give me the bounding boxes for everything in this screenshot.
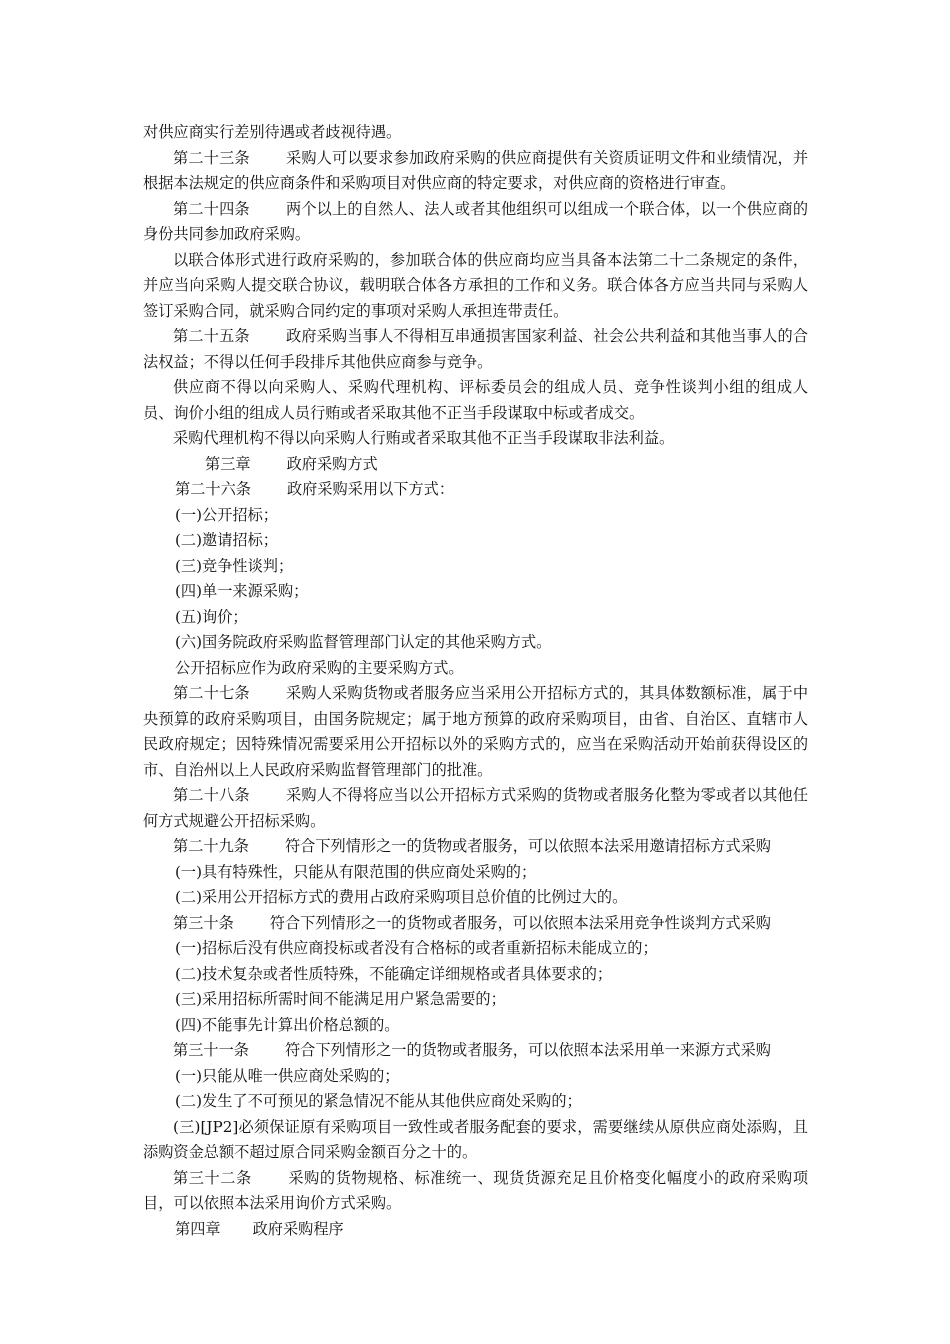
list-item: (一)具有特殊性，只能从有限范围的供应商处采购的；	[175, 862, 537, 881]
article-text: 符合下列情形之一的货物或者服务，可以依照本法采用邀请招标方式采购	[284, 837, 771, 855]
article-label: 第三十条	[173, 913, 234, 932]
list-item: (四)单一来源采购；	[175, 582, 309, 600]
article-label: 第二十六条	[175, 480, 251, 498]
list-item: (三)采用招标所需时间不能满足用户紧急需要的；	[175, 990, 506, 1008]
article-text: 采购人可以要求参加政府采购的供应商提供有关资质证明文件和业绩情况，并根据本法规定的供应商条件和采购项目对供应商的特定要求，对供应商的资格进行审查。	[143, 148, 809, 192]
article-text: 政府采购采用以下方式：	[286, 480, 454, 498]
article-text: 符合下列情形之一的货物或者服务，可以依照本法采用单一来源方式采购	[284, 1041, 771, 1059]
list-item: (一)只能从唯一供应商处采购的；	[175, 1066, 400, 1085]
chapter-label: 第三章	[205, 454, 251, 473]
list-item: (六)国务院政府采购监督管理部门认定的其他采购方式。	[175, 633, 552, 651]
article-label: 第三十一条	[173, 1041, 249, 1059]
article-31	[143, 1038, 808, 1064]
list-item: (四)不能事先计算出价格总额的。	[175, 1015, 400, 1034]
chapter-label: 第四章	[175, 1219, 221, 1238]
paragraph: 以联合体形式进行政府采购的，参加联合体的供应商均应当具备本法第二十二条规定的条件，并应当向采购人提交联合协议，载明联合体各方承担的工作和义务。联合体各方应当共同与采购人签订采购合同，就采购合同约定的事项对采购人承担连带责任。	[143, 250, 808, 320]
list-item: (二)发生了不可预见的紧急情况不能从其他供应商处采购的；	[175, 1092, 582, 1110]
list-item: (三)[JP2]必须保证原有采购项目一致性或者服务配套的要求，需要继续从原供应商处添购，且添购资金总额不超过原合同采购金额百分之十的。	[143, 1117, 808, 1161]
article-label: 第二十九条	[173, 837, 249, 855]
paragraph: 公开招标应作为政府采购的主要采购方式。	[175, 658, 464, 677]
list-item: (五)询价；	[175, 607, 248, 626]
article-32	[143, 1166, 808, 1217]
article-label: 第二十三条	[173, 148, 250, 167]
article-24	[143, 197, 808, 248]
paragraph: 供应商不得以向采购人、采购代理机构、评标委员会的组成人员、竞争性谈判小组的组成人员、询价小组的组成人员行贿或者采取其他不正当手段谋取中标或者成交。	[143, 378, 808, 422]
paragraph: 对供应商实行差别待遇或者歧视待遇。	[143, 123, 402, 141]
list-item: (三)竞争性谈判；	[175, 556, 294, 575]
list-item: (二)邀请招标；	[175, 531, 278, 549]
article-label: 第二十四条	[173, 199, 250, 218]
article-label: 第二十七条	[173, 684, 250, 702]
list-item: (二)技术复杂或者性质特殊，不能确定详细规格或者具体要求的；	[175, 964, 613, 983]
list-item: (一)招标后没有供应商投标或者没有合格标的或者重新招标未能成立的；	[175, 939, 658, 957]
list-item: (一)公开招标；	[175, 505, 278, 524]
article-label: 第三十二条	[173, 1168, 252, 1187]
article-text: 政府采购当事人不得相互串通损害国家利益、社会公共利益和其他当事人的合法权益；不得以任何手段排斥其他供应商参与竞争。	[143, 327, 809, 371]
list-item: (二)采用公开招标方式的费用占政府采购项目总价值的比例过大的。	[175, 888, 628, 906]
article-text: 采购人不得将应当以公开招标方式采购的货物或者服务化整为零或者以其他任何方式规避公开招标采购。	[143, 786, 809, 830]
article-29	[143, 834, 808, 860]
chapter-3-heading	[143, 452, 808, 478]
article-27	[143, 681, 808, 783]
document-body	[143, 120, 808, 1242]
article-text: 采购的货物规格、标准统一、现货货源充足且价格变化幅度小的政府采购项目，可以依照本法采用询价方式采购。	[143, 1168, 809, 1212]
chapter-title: 政府采购方式	[286, 454, 378, 473]
article-text: 采购人采购货物或者服务应当采用公开招标方式的，其具体数额标准，属于中央预算的政府采购项目，由国务院规定；属于地方预算的政府采购项目，由省、自治区、直辖市人民政府规定；因特殊情况需要采用公开招标以外的采购方式的，应当在采购活动开始前获得设区的市、自治州以上人民政府采购监督管理部门的批准。	[143, 684, 809, 779]
article-25	[143, 324, 808, 375]
article-23	[143, 146, 808, 197]
article-text: 符合下列情形之一的货物或者服务，可以依照本法采用竞争性谈判方式采购	[269, 913, 771, 932]
chapter-4-heading	[143, 1217, 808, 1243]
article-26	[143, 477, 808, 503]
chapter-title: 政府采购程序	[252, 1219, 344, 1238]
article-28	[143, 783, 808, 834]
article-30	[143, 911, 808, 937]
article-text: 两个以上的自然人、法人或者其他组织可以组成一个联合体，以一个供应商的身份共同参加政府采购。	[143, 199, 809, 243]
paragraph: 采购代理机构不得以向采购人行贿或者采取其他不正当手段谋取非法利益。	[173, 429, 675, 447]
article-label: 第二十八条	[173, 786, 250, 804]
article-label: 第二十五条	[173, 327, 250, 345]
